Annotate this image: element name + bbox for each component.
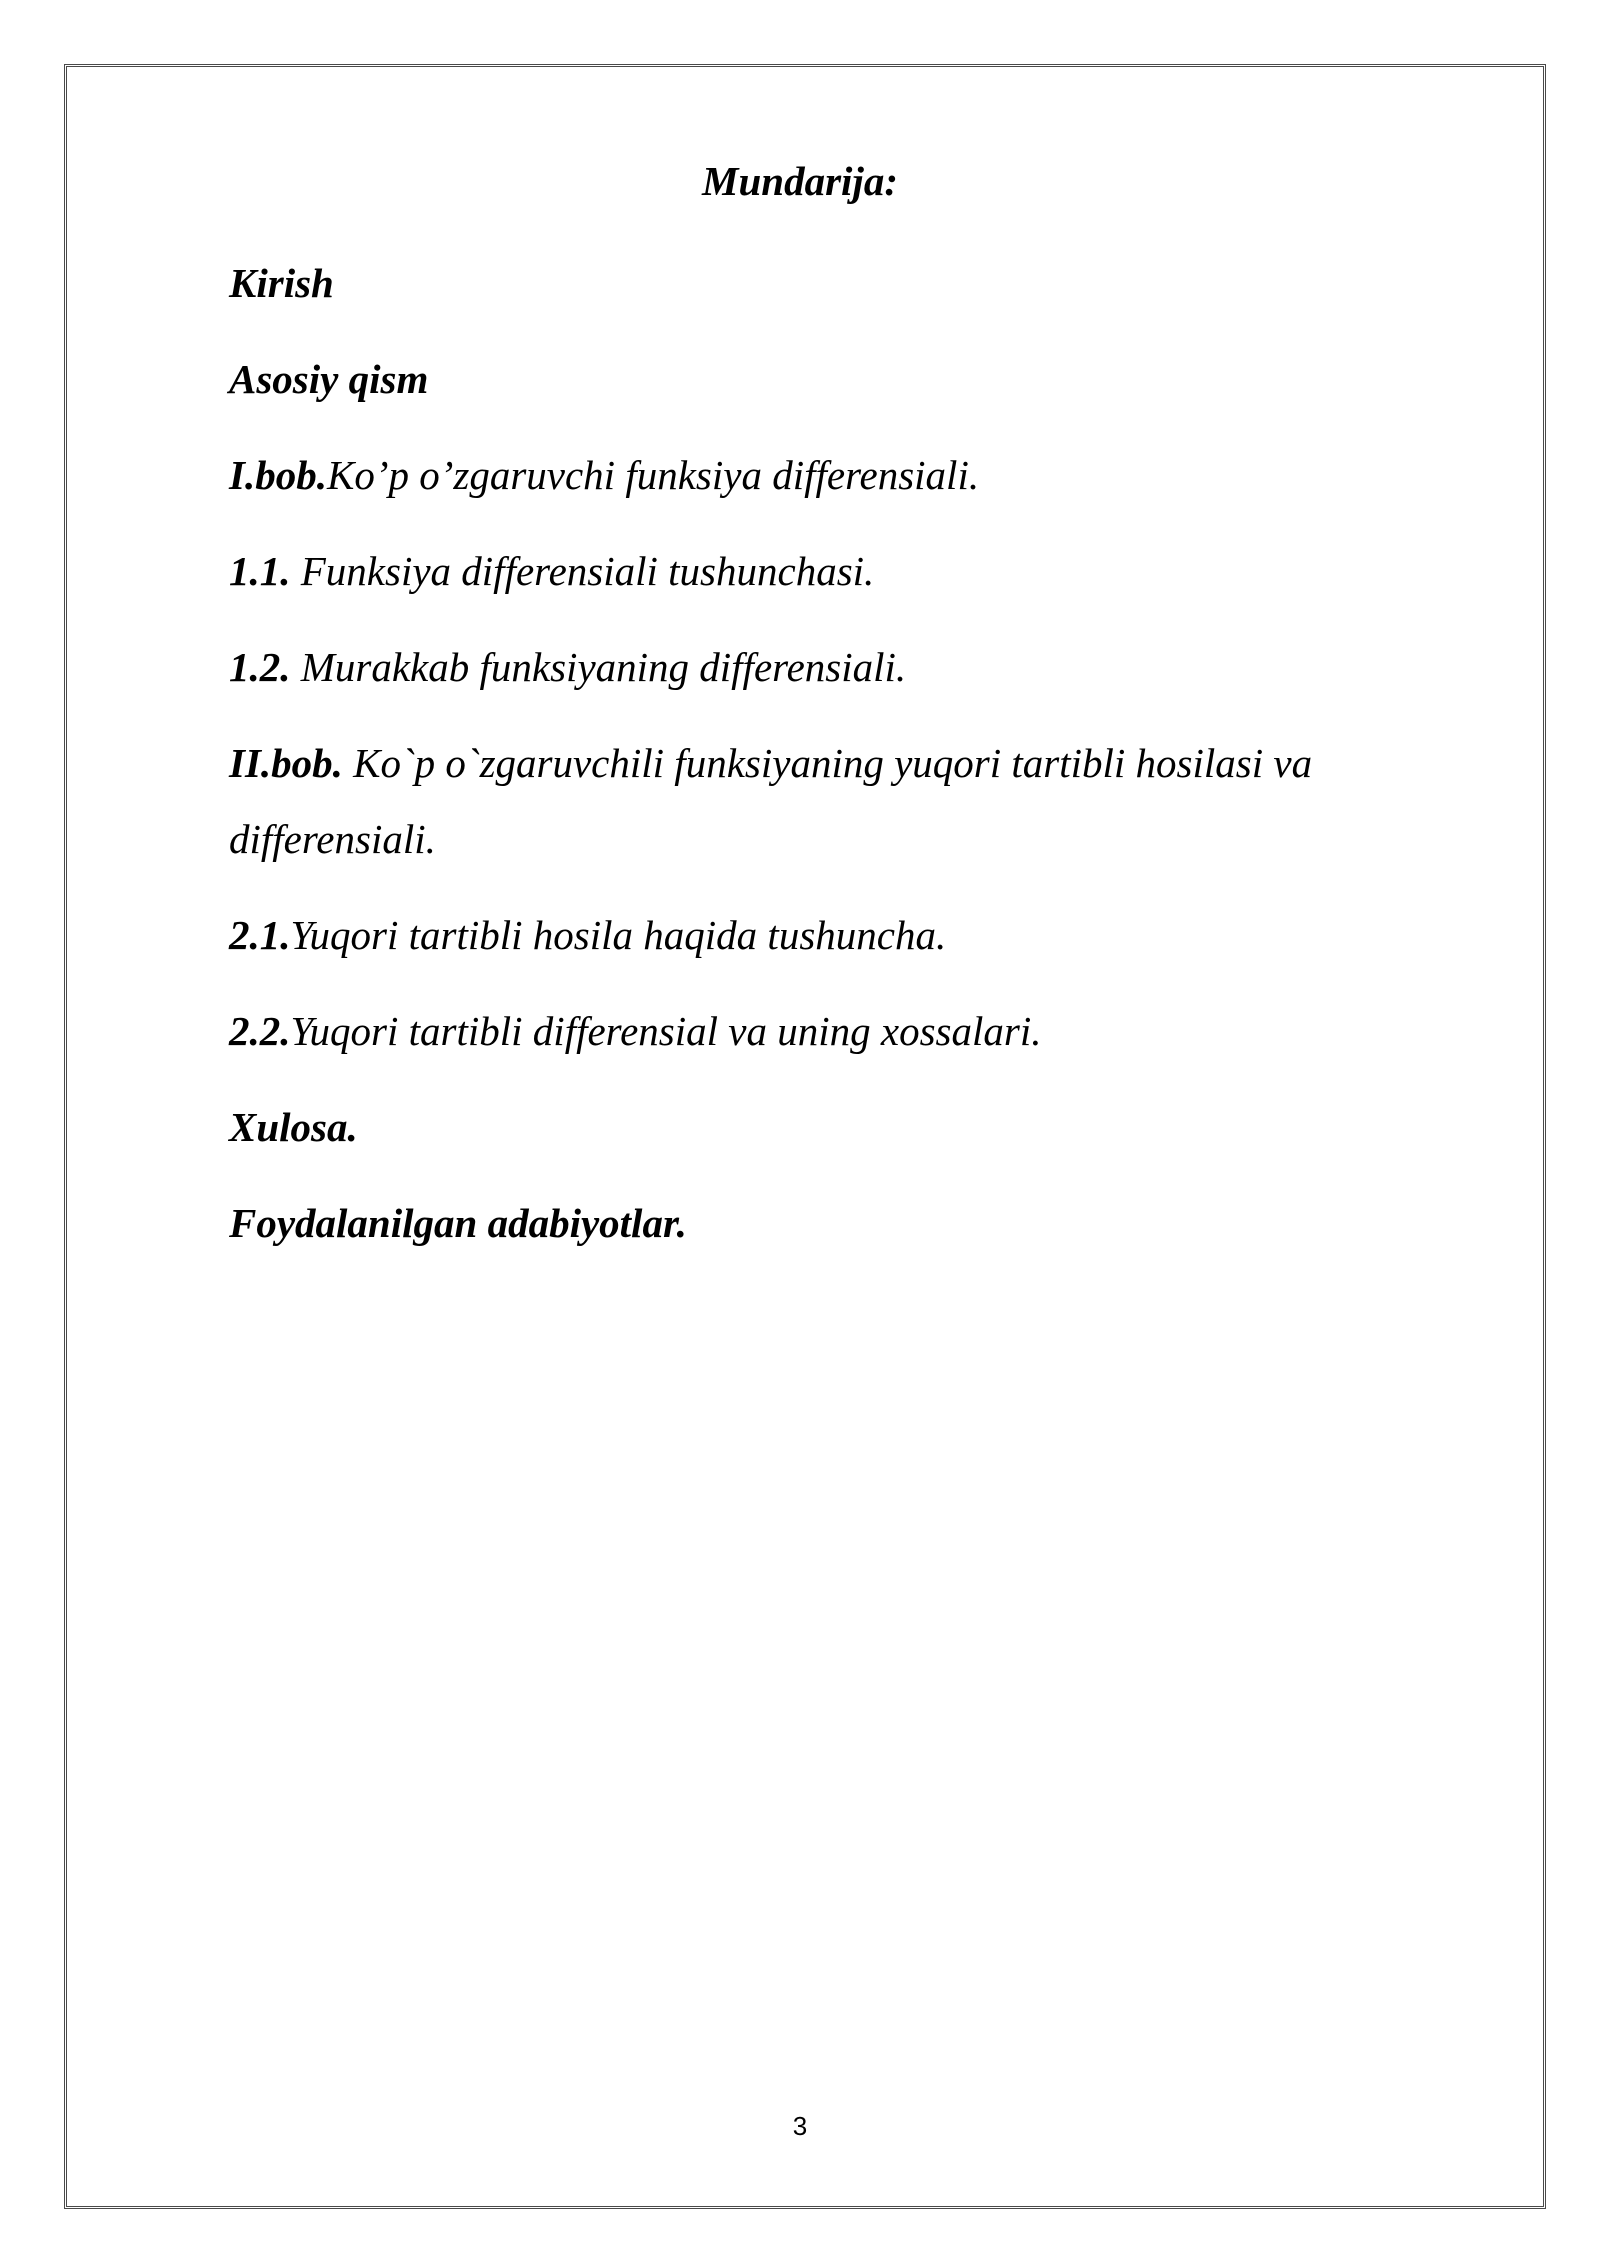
toc-item-text: Ko’p o’zgaruvchi funksiya differensiali. [326,452,980,498]
toc-item-asosiy-qism[interactable] [229,341,1419,417]
toc-item-text: Ko`p o`zgaruvchili funksiyaning yuqori tartibli hosilasi va differensiali. [229,740,1313,862]
toc-item-number: 1.2. [229,644,291,690]
toc-item-text: Yuqori tartibli hosila haqida tushuncha. [290,912,947,958]
toc-item-chapter-1[interactable] [229,437,1419,513]
toc-item-number: 2.1. [229,912,291,958]
toc-item-text: Murakkab funksiyaning differensiali. [290,644,907,690]
toc-item-xulosa[interactable] [229,1089,1419,1165]
toc-item-text: Funksiya differensiali tushunchasi. [290,548,875,594]
toc-item-number: Xulosa. [229,1104,358,1150]
toc-item-section-2-2[interactable] [229,993,1419,1069]
toc-item-number: Kirish [229,260,334,306]
toc-item-chapter-2[interactable] [229,725,1419,877]
toc-item-number: Foydalanilgan adabiyotlar. [229,1200,687,1246]
page-number: 3 [792,2111,808,2141]
toc-item-number: Asosiy qism [229,356,429,402]
toc-item-section-2-1[interactable] [229,897,1419,973]
toc-item-section-1-1[interactable] [229,533,1419,609]
toc-item-adabiyotlar[interactable] [229,1185,1419,1261]
toc-item-section-1-2[interactable] [229,629,1419,705]
toc-item-number: 2.2. [229,1008,291,1054]
toc-item-kirish[interactable] [229,245,1419,321]
toc-item-number: 1.1. [229,548,291,594]
table-of-contents [229,245,1419,1281]
toc-item-number: I.bob. [229,452,327,498]
toc-item-text: Yuqori tartibli differensial va uning xossalari. [290,1008,1042,1054]
toc-title: Mundarija: [702,158,898,204]
toc-item-number: II.bob. [229,740,343,786]
